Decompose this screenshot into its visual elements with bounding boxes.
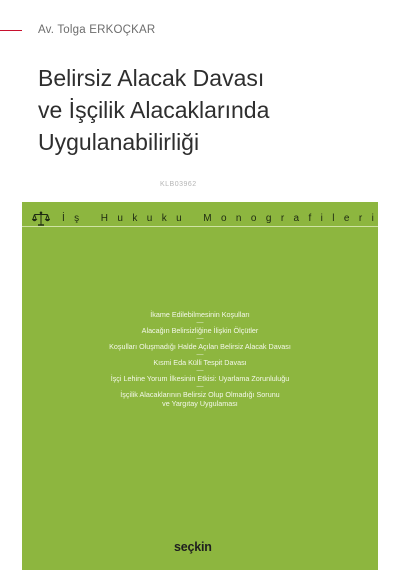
topic-separator: —	[196, 383, 204, 390]
publisher-logo: seçkin	[174, 540, 212, 554]
book-title	[38, 62, 378, 158]
title-line: Belirsiz Alacak Davası	[38, 65, 265, 91]
topic-item: İkame Edilebilmesinin Koşulları	[150, 310, 250, 319]
topic-item: İşçi Lehine Yorum İlkesinin Etkisi: Uyarlama Zorunluluğu	[110, 374, 290, 383]
accent-line	[0, 30, 22, 31]
series-header	[32, 211, 384, 227]
series-name: İş Hukuku Monografileri	[62, 213, 384, 224]
scales-icon	[32, 211, 50, 227]
topic-separator: —	[196, 319, 204, 326]
topic-item: İşçilik Alacaklarının Belirsiz Olup Olmadığı Sorunu ve Yargıtay Uygulaması	[120, 390, 280, 408]
topic-list	[22, 310, 378, 408]
divider	[22, 226, 378, 227]
topic-item: Alacağın Belirsizliğine İlişkin Ölçütler	[141, 326, 259, 335]
green-panel	[22, 202, 384, 570]
catalog-code: KLB03962	[160, 181, 197, 188]
topic-separator: —	[196, 351, 204, 358]
topic-separator: —	[196, 335, 204, 342]
topic-separator: —	[196, 367, 204, 374]
topic-item: Kısmi Eda Külli Tespit Davası	[153, 358, 247, 367]
author-name: Av. Tolga ERKOÇKAR	[38, 24, 156, 36]
title-line: Uygulanabilirliği	[38, 129, 200, 155]
title-line: ve İşçilik Alacaklarında	[38, 97, 270, 123]
topic-item: Koşulları Oluşmadığı Halde Açılan Belirsiz Alacak Davası	[109, 342, 291, 351]
